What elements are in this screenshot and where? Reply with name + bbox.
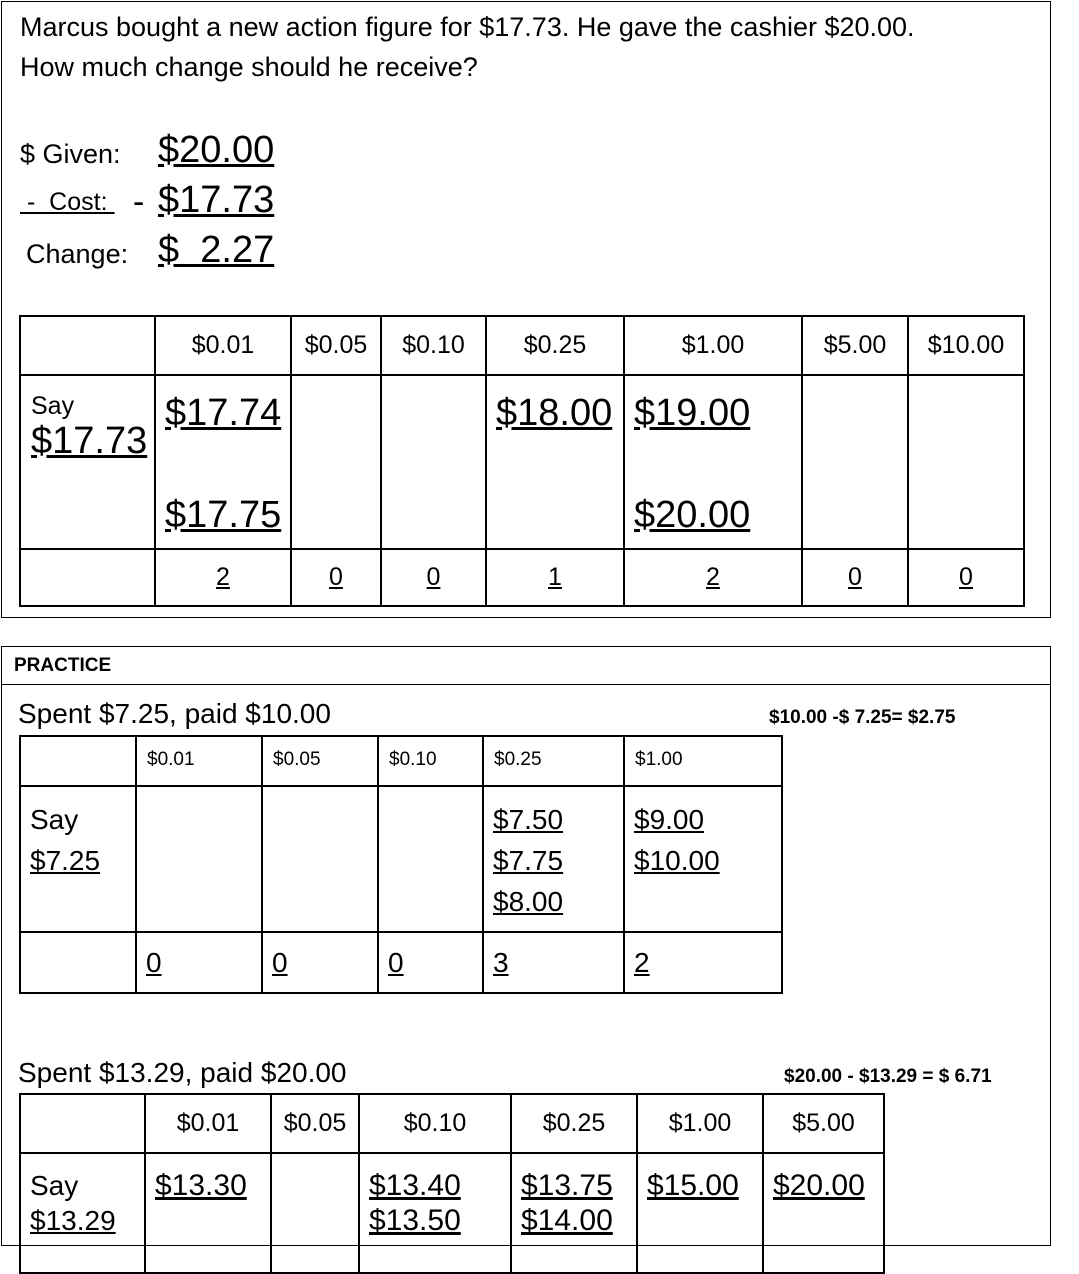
dime-cell bbox=[359, 1153, 511, 1273]
count-up-value bbox=[369, 1203, 510, 1238]
given-value bbox=[158, 129, 274, 172]
header-cell: $0.25 bbox=[483, 736, 624, 786]
count-value: 0 bbox=[388, 946, 404, 978]
count-empty-cell bbox=[20, 932, 136, 993]
count-up-amount: $13.40 bbox=[369, 1169, 461, 1202]
dollar-cell bbox=[624, 786, 782, 932]
count-up-amount: $9.00 bbox=[634, 804, 705, 835]
say-value bbox=[30, 840, 135, 881]
count-value: 0 bbox=[329, 563, 343, 591]
dime-cell bbox=[381, 375, 486, 549]
practice-header-bar bbox=[2, 647, 1050, 685]
count-cell bbox=[908, 549, 1024, 606]
count-up-value bbox=[521, 1203, 636, 1238]
count-value: 1 bbox=[548, 563, 562, 591]
problem-line-2: How much change should he receive? bbox=[20, 52, 478, 82]
header-cell: $0.01 bbox=[145, 1094, 271, 1153]
header-cell: $0.10 bbox=[359, 1094, 511, 1153]
say-cell bbox=[20, 375, 155, 549]
count-up-value bbox=[773, 1168, 883, 1203]
count-up-value bbox=[493, 840, 623, 881]
count-value: 2 bbox=[634, 946, 650, 978]
given-label: $ Given: bbox=[20, 139, 121, 169]
count-value: 0 bbox=[848, 563, 862, 591]
change-value bbox=[158, 229, 274, 272]
quarter-cell bbox=[511, 1153, 637, 1273]
say-value bbox=[30, 1203, 144, 1238]
header-empty-cell bbox=[20, 316, 155, 375]
penny-cell bbox=[136, 786, 262, 932]
five-dollar-cell bbox=[763, 1153, 884, 1273]
practice2-title: Spent $13.29, paid $20.00 bbox=[18, 1057, 347, 1088]
five-dollar-cell bbox=[802, 375, 908, 549]
header-cell: $1.00 bbox=[637, 1094, 763, 1153]
header-cell: $0.05 bbox=[291, 316, 381, 375]
practice-header: PRACTICE bbox=[14, 655, 112, 676]
change-amount: $ 2.27 bbox=[158, 229, 275, 271]
say-label: Say bbox=[30, 1170, 79, 1201]
dollar-cell bbox=[624, 375, 802, 549]
nickel-cell bbox=[262, 786, 378, 932]
count-cell bbox=[624, 549, 802, 606]
count-up-value bbox=[165, 494, 281, 537]
say-label: Say bbox=[30, 804, 79, 835]
quarter-cell bbox=[483, 786, 624, 932]
practice-box bbox=[1, 646, 1051, 1246]
count-up-amount: $10.00 bbox=[634, 845, 720, 876]
header-empty-cell bbox=[20, 1094, 145, 1153]
example-box bbox=[1, 1, 1051, 618]
quarter-cell bbox=[486, 375, 624, 549]
count-cell bbox=[136, 932, 262, 993]
say-amount: $13.29 bbox=[30, 1205, 116, 1236]
count-up-value bbox=[634, 840, 781, 881]
count-cell bbox=[381, 549, 486, 606]
header-cell: $1.00 bbox=[624, 316, 802, 375]
count-up-amount: $17.75 bbox=[165, 494, 282, 536]
problem-line-1: Marcus bought a new action figure for $17.73. He gave the cashier $20.00. bbox=[20, 12, 915, 42]
header-cell: $0.01 bbox=[155, 316, 291, 375]
count-up-amount: $14.00 bbox=[521, 1204, 613, 1237]
count-cell bbox=[802, 549, 908, 606]
count-up-value bbox=[155, 1168, 270, 1203]
nickel-cell bbox=[291, 375, 381, 549]
header-cell: $0.10 bbox=[378, 736, 483, 786]
count-up-amount: $7.50 bbox=[493, 804, 564, 835]
count-cell bbox=[262, 932, 378, 993]
count-cell bbox=[624, 932, 782, 993]
count-value: 3 bbox=[493, 946, 509, 978]
cost-label bbox=[20, 188, 114, 217]
count-up-amount: $17.74 bbox=[165, 392, 282, 434]
header-cell: $0.25 bbox=[486, 316, 624, 375]
count-up-amount: $7.75 bbox=[493, 845, 564, 876]
header-cell: $5.00 bbox=[802, 316, 908, 375]
count-up-amount: $13.50 bbox=[369, 1204, 461, 1237]
count-up-value bbox=[493, 881, 623, 922]
practice1-table bbox=[19, 735, 783, 994]
say-label: Say bbox=[31, 392, 75, 420]
practice2-table bbox=[19, 1093, 885, 1274]
count-value: 2 bbox=[706, 563, 720, 591]
header-cell: $0.05 bbox=[262, 736, 378, 786]
count-value: 0 bbox=[959, 563, 973, 591]
practice2-answer: $20.00 - $13.29 = $ 6.71 bbox=[784, 1066, 992, 1087]
penny-cell bbox=[145, 1153, 271, 1273]
say-cell bbox=[20, 1153, 145, 1273]
header-cell: $10.00 bbox=[908, 316, 1024, 375]
header-cell: $0.25 bbox=[511, 1094, 637, 1153]
dollar-cell bbox=[637, 1153, 763, 1273]
count-up-value bbox=[647, 1168, 762, 1203]
header-cell: $5.00 bbox=[763, 1094, 884, 1153]
header-empty-cell bbox=[20, 736, 136, 786]
count-up-value bbox=[634, 494, 750, 537]
say-amount: $17.73 bbox=[31, 420, 148, 462]
cost-value bbox=[158, 179, 274, 222]
count-up-value bbox=[493, 799, 623, 840]
count-cell bbox=[483, 932, 624, 993]
dime-cell bbox=[378, 786, 483, 932]
count-up-value bbox=[165, 392, 281, 435]
header-cell: $1.00 bbox=[624, 736, 782, 786]
count-up-amount: $19.00 bbox=[634, 392, 751, 434]
ten-dollar-cell bbox=[908, 375, 1024, 549]
count-up-amount: $15.00 bbox=[647, 1169, 739, 1202]
count-up-value bbox=[634, 392, 750, 435]
count-cell bbox=[378, 932, 483, 993]
say-amount: $7.25 bbox=[30, 845, 101, 876]
say-cell bbox=[20, 786, 136, 932]
header-cell: $0.05 bbox=[271, 1094, 359, 1153]
header-cell: $0.01 bbox=[136, 736, 262, 786]
count-cell bbox=[291, 549, 381, 606]
count-value: 2 bbox=[216, 563, 230, 591]
cost-amount: $17.73 bbox=[158, 179, 275, 221]
count-up-value bbox=[369, 1168, 510, 1203]
cost-label-text: - Cost: bbox=[20, 188, 115, 216]
count-value: 0 bbox=[146, 946, 162, 978]
count-up-value bbox=[521, 1168, 636, 1203]
count-value: 0 bbox=[272, 946, 288, 978]
count-up-value bbox=[496, 392, 612, 435]
count-cell bbox=[155, 549, 291, 606]
count-empty-cell bbox=[20, 549, 155, 606]
count-up-amount: $13.30 bbox=[155, 1169, 247, 1202]
count-up-amount: $18.00 bbox=[496, 392, 613, 434]
count-up-value bbox=[634, 799, 781, 840]
penny-cell bbox=[155, 375, 291, 549]
change-label: Change: bbox=[26, 239, 129, 269]
count-cell bbox=[486, 549, 624, 606]
example-table bbox=[19, 315, 1025, 607]
count-up-amount: $13.75 bbox=[521, 1169, 613, 1202]
practice1-title: Spent $7.25, paid $10.00 bbox=[18, 698, 331, 729]
count-value: 0 bbox=[426, 563, 441, 591]
count-up-amount: $8.00 bbox=[493, 886, 564, 917]
count-up-amount: $20.00 bbox=[773, 1169, 865, 1202]
say-value bbox=[31, 421, 154, 461]
nickel-cell bbox=[271, 1153, 359, 1273]
count-up-amount: $20.00 bbox=[634, 494, 751, 536]
header-cell: $0.10 bbox=[381, 316, 486, 375]
given-amount: $20.00 bbox=[158, 129, 275, 171]
cost-sign: - bbox=[133, 183, 145, 221]
practice1-answer: $10.00 -$ 7.25= $2.75 bbox=[769, 707, 956, 728]
